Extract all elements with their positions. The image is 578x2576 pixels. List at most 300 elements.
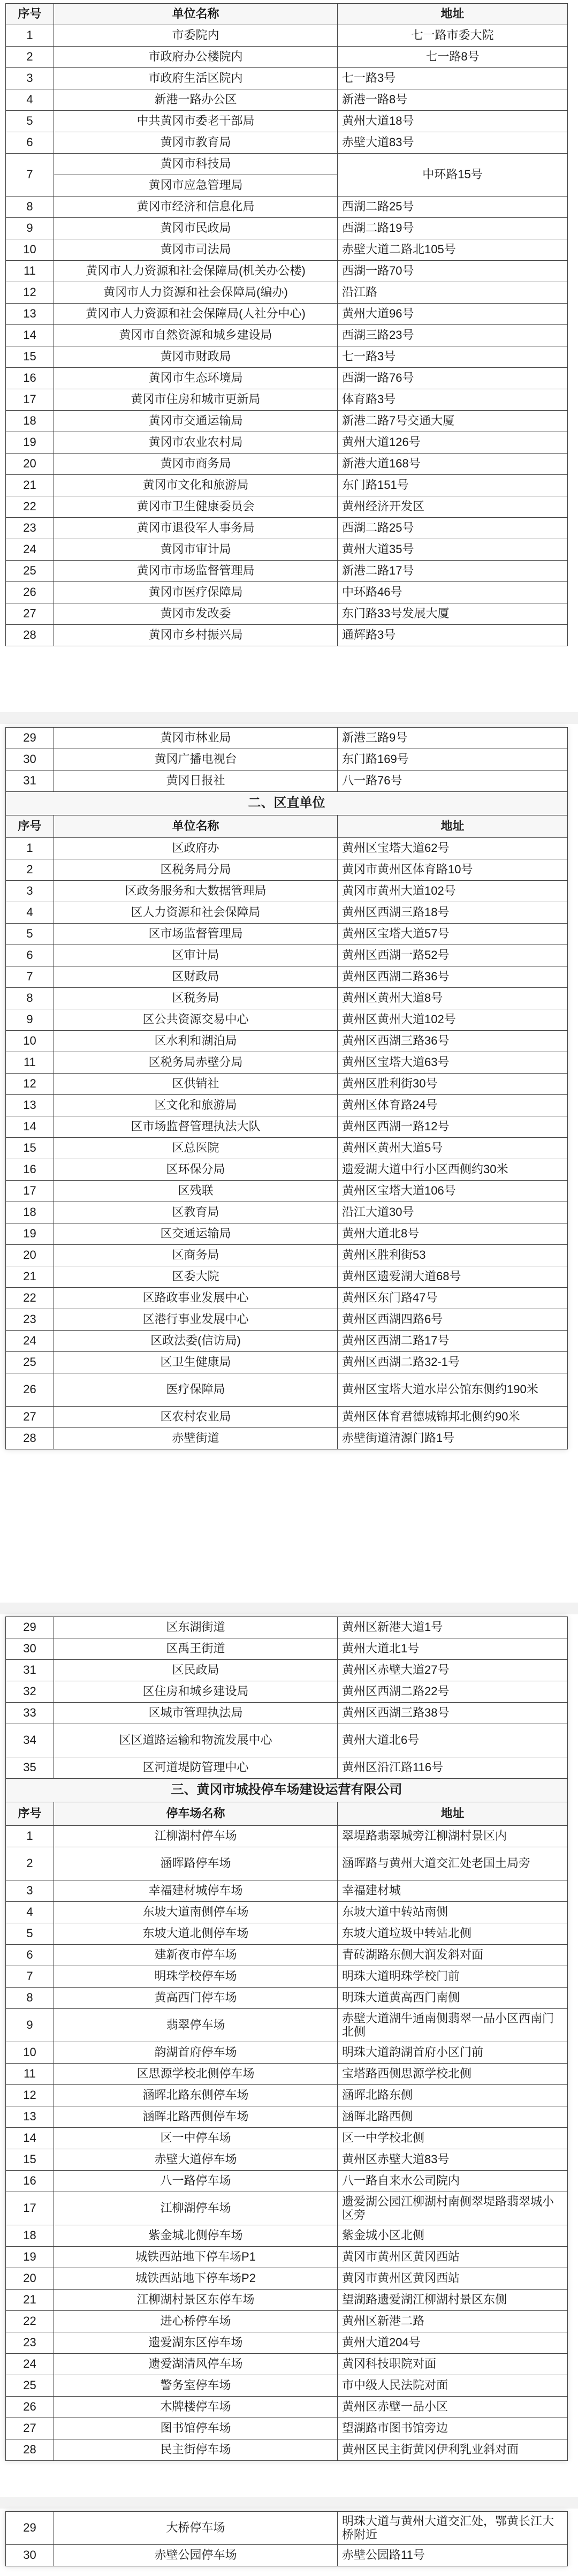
row-number: 22 [6,496,54,518]
row-number: 5 [6,1923,54,1945]
row-number: 19 [6,432,54,454]
unit-address: 黄州区体育路24号 [338,1095,568,1116]
row-number: 29 [6,728,54,749]
row-number: 22 [6,2311,54,2332]
unit-name: 区河道堤防管理中心 [54,1757,338,1779]
row-number: 2 [6,47,54,68]
parking-name: 区一中停车场 [54,2128,338,2149]
unit-name: 黄冈市民政局 [54,218,338,239]
unit-address: 黄州区民主街黄冈伊利乳业斜对面 [338,2439,568,2461]
row-number: 27 [6,2418,54,2439]
unit-name: 区税务局赤壁分局 [54,1052,338,1074]
unit-name: 黄冈市林业局 [54,728,338,749]
unit-address: 新港三路9号 [338,728,568,749]
unit-address: 中环路15号 [338,154,568,197]
unit-address: 黄州大道126号 [338,432,568,454]
unit-name: 区政法委(信访局) [54,1331,338,1352]
unit-name: 区东湖街道 [54,1617,338,1638]
table-row [6,154,568,175]
unit-address: 西湖二路19号 [338,218,568,239]
unit-name: 新港一路办公区 [54,89,338,111]
header-address: 地址 [338,1802,568,1826]
unit-address: 遗爱湖大道中行小区西侧约30米 [338,1159,568,1181]
row-number: 24 [6,1331,54,1352]
unit-address: 黄州区西湖二路17号 [338,1331,568,1352]
row-number: 30 [6,1638,54,1660]
header-address: 地址 [338,815,568,838]
row-number: 31 [6,770,54,792]
parking-name: 建新夜市停车场 [54,1945,338,1966]
table-header-row [6,1802,568,1826]
table-row [6,881,568,902]
unit-address: 黄州区宝塔大道63号 [338,1052,568,1074]
unit-name: 区禹王街道 [54,1638,338,1660]
parking-name: 进心桥停车场 [54,2311,338,2332]
parking-name: 涵晖北路西侧停车场 [54,2106,338,2128]
unit-address: 黄州区新港二路 [338,2311,568,2332]
segment-gap [0,2497,578,2509]
row-number: 31 [6,1660,54,1681]
unit-address: 黄州经济开发区 [338,496,568,518]
unit-name: 区文化和旅游局 [54,1095,338,1116]
unit-name: 区总医院 [54,1138,338,1159]
row-number: 17 [6,2192,54,2225]
row-number: 13 [6,1095,54,1116]
unit-address: 西湖二路25号 [338,197,568,218]
unit-address: 市中级人民法院对面 [338,2375,568,2397]
table-row [6,2128,568,2149]
row-number: 11 [6,2064,54,2085]
table-row [6,749,568,770]
table-row [6,2247,568,2268]
row-number: 27 [6,1407,54,1428]
table-row [6,1009,568,1031]
unit-address: 新港二路7号交通大厦 [338,411,568,432]
unit-address: 八一路自来水公司院内 [338,2171,568,2192]
table-row [6,561,568,582]
table-row [6,2042,568,2064]
unit-name: 黄冈市科技局 [54,154,338,175]
unit-address: 黄州大道北1号 [338,1638,568,1660]
section-title-row [6,1779,568,1802]
unit-name: 区残联 [54,1181,338,1202]
unit-name: 区政府办 [54,838,338,859]
unit-address: 明珠大道黄高西门南侧 [338,1988,568,2009]
row-number: 10 [6,1031,54,1052]
unit-address: 通辉路3号 [338,625,568,646]
row-number: 17 [6,1181,54,1202]
table-row [6,1245,568,1266]
parking-name: 民主街停车场 [54,2439,338,2461]
row-number: 25 [6,1352,54,1373]
row-number: 28 [6,625,54,646]
row-number: 6 [6,1945,54,1966]
row-number: 11 [6,261,54,282]
row-number: 14 [6,325,54,346]
table-row [6,924,568,945]
unit-name: 黄冈市经济和信息化局 [54,197,338,218]
table-row [6,1847,568,1880]
table-row [6,2332,568,2354]
parking-name: 区思源学校北侧停车场 [54,2064,338,2085]
row-number: 7 [6,966,54,988]
table-row [6,945,568,966]
table-row [6,2311,568,2332]
unit-name: 区税务局分局 [54,859,338,881]
unit-address: 黄州区胜利街30号 [338,1074,568,1095]
unit-address: 黄州区西湖一路12号 [338,1116,568,1138]
row-number: 30 [6,749,54,770]
table-row [6,1923,568,1945]
unit-name: 区水利和湖泊局 [54,1031,338,1052]
parking-name: 幸福建材城停车场 [54,1880,338,1902]
table-row [6,325,568,346]
unit-name: 区区道路运输和物流发展中心 [54,1724,338,1757]
unit-address: 东坡大道中转站南侧 [338,1902,568,1923]
row-number: 14 [6,2128,54,2149]
unit-address: 黄州区黄州大道102号 [338,1009,568,1031]
row-number: 7 [6,1966,54,1988]
parking-name: 紫金城北侧停车场 [54,2225,338,2247]
table-row [6,518,568,539]
unit-address: 赤壁大道二路北105号 [338,239,568,261]
parking-name: 东坡大道北侧停车场 [54,1923,338,1945]
unit-name: 区港行事业发展中心 [54,1309,338,1331]
table-row [6,47,568,68]
header-number: 序号 [6,4,54,25]
row-number: 5 [6,111,54,132]
unit-address: 西湖二路25号 [338,518,568,539]
unit-name: 黄冈广播电视台 [54,749,338,770]
row-number: 13 [6,2106,54,2128]
unit-address: 明珠大道与黄州大道交汇处，鄂黄长江大桥附近 [338,2512,568,2545]
table-header-row [6,815,568,838]
table-row [6,89,568,111]
unit-name: 区交通运输局 [54,1223,338,1245]
unit-name: 区市场监督管理执法大队 [54,1116,338,1138]
row-number: 1 [6,25,54,47]
unit-name: 黄冈市农业农村局 [54,432,338,454]
unit-address: 东门路33号发展大厦 [338,603,568,625]
row-number: 2 [6,859,54,881]
unit-address: 黄州大道204号 [338,2332,568,2354]
table-row [6,1681,568,1703]
row-number: 23 [6,1309,54,1331]
table-row [6,1373,568,1407]
table-row [6,2225,568,2247]
unit-address: 涵晖北路西侧 [338,2106,568,2128]
unit-address: 黄冈科技职院对面 [338,2354,568,2375]
unit-name: 区政务服务和大数据管理局 [54,881,338,902]
header-address: 地址 [338,4,568,25]
unit-address: 七一路3号 [338,68,568,89]
unit-name: 黄冈市审计局 [54,539,338,561]
row-number: 25 [6,561,54,582]
row-number: 20 [6,2268,54,2290]
table-row [6,1703,568,1724]
table-row [6,2106,568,2128]
row-number: 12 [6,282,54,304]
table-row [6,1031,568,1052]
unit-name: 市委院内 [54,25,338,47]
unit-address: 黄冈市黄州区黄冈西站 [338,2268,568,2290]
table-row [6,1202,568,1223]
unit-address: 黄州区宝塔大道57号 [338,924,568,945]
unit-name: 黄冈市医疗保障局 [54,582,338,603]
table-row [6,2375,568,2397]
table-row [6,1407,568,1428]
unit-name: 市政府生活区院内 [54,68,338,89]
row-number: 29 [6,1617,54,1638]
table-row [6,389,568,411]
row-number: 32 [6,1681,54,1703]
table-row [6,1902,568,1923]
unit-name: 区农村农业局 [54,1407,338,1428]
unit-address: 黄州区黄州大道8号 [338,988,568,1009]
unit-name: 黄冈市人力资源和社会保障局(机关办公楼) [54,261,338,282]
unit-address: 黄州大道35号 [338,539,568,561]
table-row [6,728,568,749]
row-number: 15 [6,2149,54,2171]
parking-name: 赤壁公园停车场 [54,2545,338,2566]
table-row [6,25,568,47]
row-number: 20 [6,1245,54,1266]
parking-name: 涵晖路停车场 [54,1847,338,1880]
unit-address: 黄州区黄州大道5号 [338,1138,568,1159]
row-number: 27 [6,603,54,625]
table-row [6,1826,568,1847]
unit-name: 区教育局 [54,1202,338,1223]
table-row [6,1757,568,1779]
header-number: 序号 [6,815,54,838]
row-number: 23 [6,2332,54,2354]
unit-address: 黄州区西湖三路38号 [338,1703,568,1724]
row-number: 16 [6,2171,54,2192]
unit-address: 赤壁街道清源门路1号 [338,1428,568,1449]
unit-name: 黄冈市财政局 [54,346,338,368]
unit-name: 市政府办公楼院内 [54,47,338,68]
parking-name: 江柳湖村景区东停车场 [54,2290,338,2311]
row-number: 2 [6,1847,54,1880]
table-row [6,2009,568,2042]
table-row [6,1988,568,2009]
table-row [6,603,568,625]
table-row [6,539,568,561]
table-row [6,1138,568,1159]
row-number: 14 [6,1116,54,1138]
row-number: 9 [6,1009,54,1031]
row-number: 18 [6,411,54,432]
row-number: 18 [6,1202,54,1223]
table-row [6,111,568,132]
table-row [6,2192,568,2225]
unit-address: 黄州区赤壁大道83号 [338,2149,568,2171]
unit-address: 黄州区宝塔大道水岸公馆东侧约190米 [338,1373,568,1407]
unit-address: 黄州区赤壁大道27号 [338,1660,568,1681]
parking-table-tail [5,2511,567,2566]
unit-name: 中共黄冈市委老干部局 [54,111,338,132]
table-row [6,1724,568,1757]
unit-address: 东门路151号 [338,475,568,496]
table-row [6,1288,568,1309]
unit-address: 黄州大道北6号 [338,1724,568,1757]
table-row [6,282,568,304]
row-number: 21 [6,475,54,496]
unit-address: 中环路46号 [338,582,568,603]
row-number: 35 [6,1757,54,1779]
unit-address: 区一中学校北侧 [338,2128,568,2149]
table-row [6,218,568,239]
parking-name: 赤壁大道停车场 [54,2149,338,2171]
row-number: 6 [6,132,54,154]
table-row [6,2149,568,2171]
table-row [6,1095,568,1116]
unit-name: 区城市管理执法局 [54,1703,338,1724]
table-row [6,1074,568,1095]
unit-address: 黄州区西湖二路22号 [338,1681,568,1703]
unit-name: 黄冈市自然资源和城乡建设局 [54,325,338,346]
unit-name: 区路政事业发展中心 [54,1288,338,1309]
unit-address: 东门路169号 [338,749,568,770]
unit-address: 黄州大道18号 [338,111,568,132]
unit-address: 遗爱湖公园江柳湖村南侧翠堤路翡翠城小区旁 [338,2192,568,2225]
unit-address: 东坡大道垃圾中转站北侧 [338,1923,568,1945]
row-number: 20 [6,454,54,475]
row-number: 22 [6,1288,54,1309]
unit-address: 沿江大道30号 [338,1202,568,1223]
unit-address: 黄州区西湖三路36号 [338,1031,568,1052]
unit-address: 黄州区东门路47号 [338,1288,568,1309]
unit-address: 翠堤路翡翠城旁江柳湖村景区内 [338,1826,568,1847]
table-row [6,1266,568,1288]
parking-name: 明珠学校停车场 [54,1966,338,1988]
row-number: 6 [6,945,54,966]
unit-name: 黄冈市市场监督管理局 [54,561,338,582]
unit-address: 黄州大道96号 [338,304,568,325]
parking-name: 城铁西站地下停车场P2 [54,2268,338,2290]
row-number: 25 [6,2375,54,2397]
row-number: 28 [6,2439,54,2461]
row-number: 3 [6,881,54,902]
table-row [6,1945,568,1966]
unit-name: 区卫生健康局 [54,1352,338,1373]
unit-address: 黄州大道北8号 [338,1223,568,1245]
table-row [6,2397,568,2418]
row-number: 19 [6,2247,54,2268]
table-row [6,2512,568,2545]
table-row [6,1331,568,1352]
unit-name: 区财政局 [54,966,338,988]
table-row [6,1617,568,1638]
parking-name: 涵晖北路东侧停车场 [54,2085,338,2106]
table-row [6,68,568,89]
unit-address: 黄州区西湖三路18号 [338,902,568,924]
unit-address: 赤壁公园路11号 [338,2545,568,2566]
table-row [6,582,568,603]
unit-name: 区人力资源和社会保障局 [54,902,338,924]
unit-address: 黄州区西湖一路52号 [338,945,568,966]
parking-name: 遗爱湖清风停车场 [54,2354,338,2375]
row-number: 19 [6,1223,54,1245]
parking-name: 城铁西站地下停车场P1 [54,2247,338,2268]
city-units-table-part2 [5,727,567,1449]
row-number: 33 [6,1703,54,1724]
table-row [6,1428,568,1449]
table-row [6,1880,568,1902]
unit-name: 黄冈市交通运输局 [54,411,338,432]
unit-name: 医疗保障局 [54,1373,338,1407]
unit-name: 黄冈市文化和旅游局 [54,475,338,496]
unit-address: 黄州区西湖二路36号 [338,966,568,988]
unit-name: 区民政局 [54,1660,338,1681]
unit-name: 黄冈市教育局 [54,132,338,154]
table-row [6,1159,568,1181]
unit-address: 体育路3号 [338,389,568,411]
table-row [6,304,568,325]
row-number: 34 [6,1724,54,1757]
parking-name: 木牌楼停车场 [54,2397,338,2418]
row-number: 3 [6,1880,54,1902]
table-row [6,132,568,154]
table-row [6,2171,568,2192]
row-number: 4 [6,89,54,111]
table-row [6,770,568,792]
table-row [6,1181,568,1202]
row-number: 26 [6,582,54,603]
unit-name: 黄冈市人力资源和社会保障局(编办) [54,282,338,304]
table-row [6,902,568,924]
unit-address: 黄州区胜利街53 [338,1245,568,1266]
unit-name: 黄冈市住房和城市更新局 [54,389,338,411]
unit-address: 赤壁大道湖牛通南侧翡翠一品小区西南门北侧 [338,2009,568,2042]
row-number: 9 [6,2009,54,2042]
table-row [6,2354,568,2375]
table-row [6,261,568,282]
row-number: 30 [6,2545,54,2566]
row-number: 8 [6,988,54,1009]
unit-address: 新港一路8号 [338,89,568,111]
unit-name: 黄冈市人力资源和社会保障局(人社分中心) [54,304,338,325]
table-row [6,838,568,859]
unit-name: 黄冈市司法局 [54,239,338,261]
header-number: 序号 [6,1802,54,1826]
unit-name: 区审计局 [54,945,338,966]
table-row [6,1660,568,1681]
unit-address: 紫金城小区北侧 [338,2225,568,2247]
row-number: 24 [6,2354,54,2375]
unit-address: 明珠大道韵湖首府小区门前 [338,2042,568,2064]
unit-address: 涵晖路与黄州大道交汇处老国土局旁 [338,1847,568,1880]
row-number: 24 [6,539,54,561]
row-number: 5 [6,924,54,945]
row-number: 10 [6,2042,54,2064]
unit-address: 沿江路 [338,282,568,304]
table-row [6,496,568,518]
segment-gap [0,712,578,724]
unit-address: 望湖路市图书馆旁边 [338,2418,568,2439]
row-number: 12 [6,2085,54,2106]
table-row [6,2085,568,2106]
unit-address: 黄州区赤壁一品小区 [338,2397,568,2418]
unit-address: 黄州区宝塔大道62号 [338,838,568,859]
unit-address: 七一路3号 [338,346,568,368]
section-3-title: 三、黄冈市城投停车场建设运营有限公司 [6,1779,568,1802]
table-row [6,2545,568,2566]
table-row [6,988,568,1009]
unit-name: 区商务局 [54,1245,338,1266]
parking-name: 黄高西门停车场 [54,1988,338,2009]
unit-name: 黄冈市卫生健康委员会 [54,496,338,518]
